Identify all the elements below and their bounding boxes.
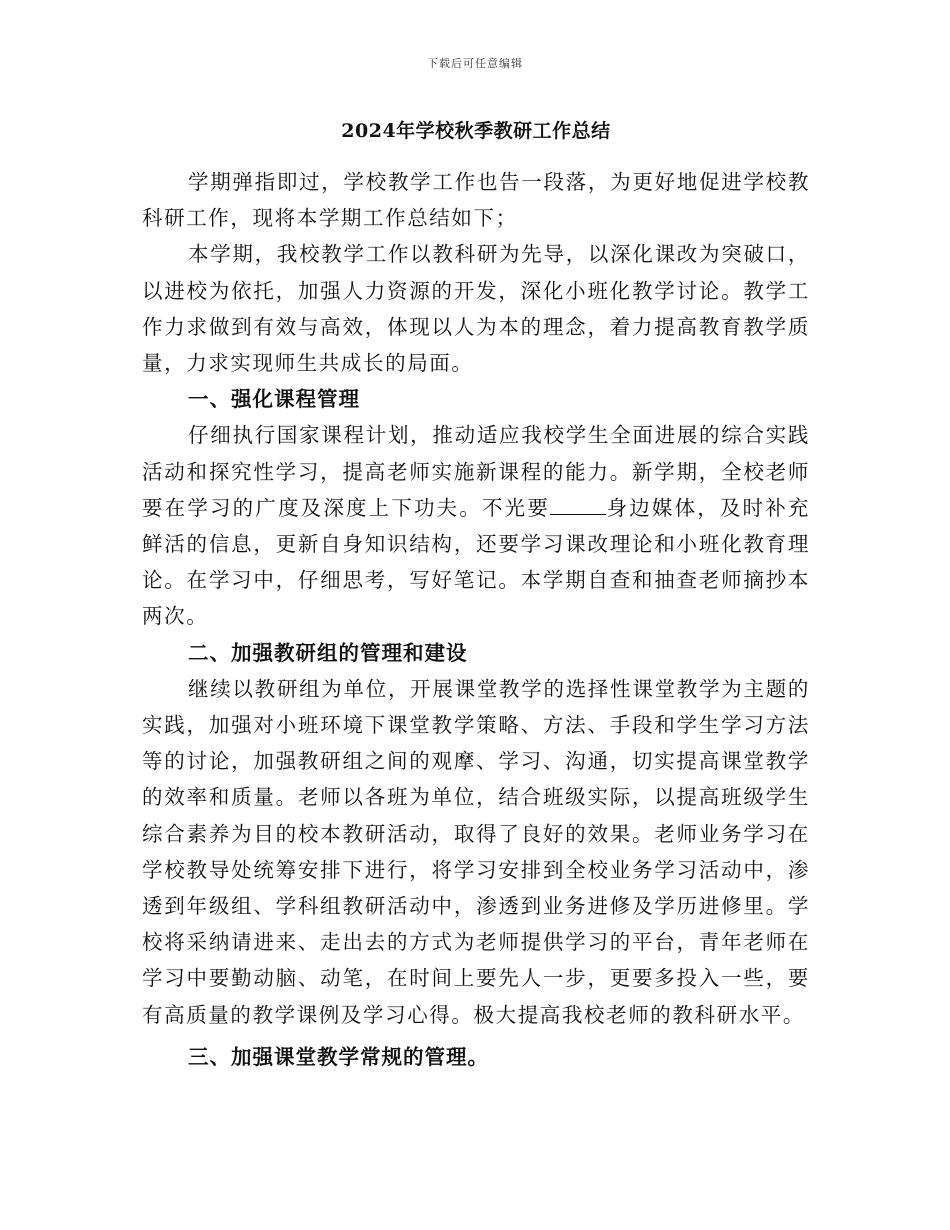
section-heading-1: 一、强化课程管理 (188, 387, 360, 412)
header-note: 下载后可任意编辑 (427, 57, 523, 70)
section-1-paragraph (142, 417, 810, 634)
section-2-paragraph: 继续以教研组为单位，开展课堂教学的选择性课堂教学为主题的实践，加强对小班环境下课堂教学策略、方法、手段和学生学习方法等的讨论，加强教研组之间的观摩、学习、沟通，切实提高课堂教学的效率和质量。老师以各班为单位，结合班级实际，以提高班级学生综合素养为目的校本教研活动，取得了良好的效果。老师业务学习在学校教导处统筹安排下进行，将学习安排到全校业务学习活动中，渗透到年级组、学科组教研活动中，渗透到业务进修及学历进修里。学校将采纳请进来、走出去的方式为老师提供学习的平台，青年老师在学习中要勤动脑、动笔，在时间上要先人一步，更要多投入一些，要有高质量的教学课例及学习心得。极大提高我校老师的教科研水平。 (142, 676, 810, 1027)
intro-paragraph-1: 学期弹指即过，学校教学工作也告一段落，为更好地促进学校教科研工作，现将本学期工作总结如下； (142, 170, 810, 231)
intro-paragraph-2: 本学期，我校教学工作以教科研为先导，以深化课改为突破口，以进校为依托，加强人力资源的开发，深化小班化教学讨论。教学工作力求做到有效与高效，体现以人为本的理念，着力提高教育教学质量，力求实现师生共成长的局面。 (142, 242, 810, 376)
section-1-text-after-blank: 身边媒体，及时补充鲜活的信息，更新自身知识结构，还要学习课改理论和小班化教育理论。在学习中，仔细思考，写好笔记。本学期自查和抽查老师摘抄本两次。 (142, 495, 810, 629)
section-heading-2: 二、加强教研组的管理和建设 (188, 640, 468, 665)
fill-in-blank (550, 492, 606, 515)
section-heading-3: 三、加强课堂教学常规的管理。 (188, 1044, 489, 1069)
document-body (142, 118, 810, 1075)
document-title: 2024年学校秋季教研工作总结 (341, 120, 611, 142)
section-1-text-before-blank: 仔细执行国家课程计划，推动适应我校学生全面进展的综合实践活动和探究性学习，提高老师实施新课程的能力。新学期，全校老师要在学习的广度及深度上下功夫。不光要 (142, 423, 810, 520)
